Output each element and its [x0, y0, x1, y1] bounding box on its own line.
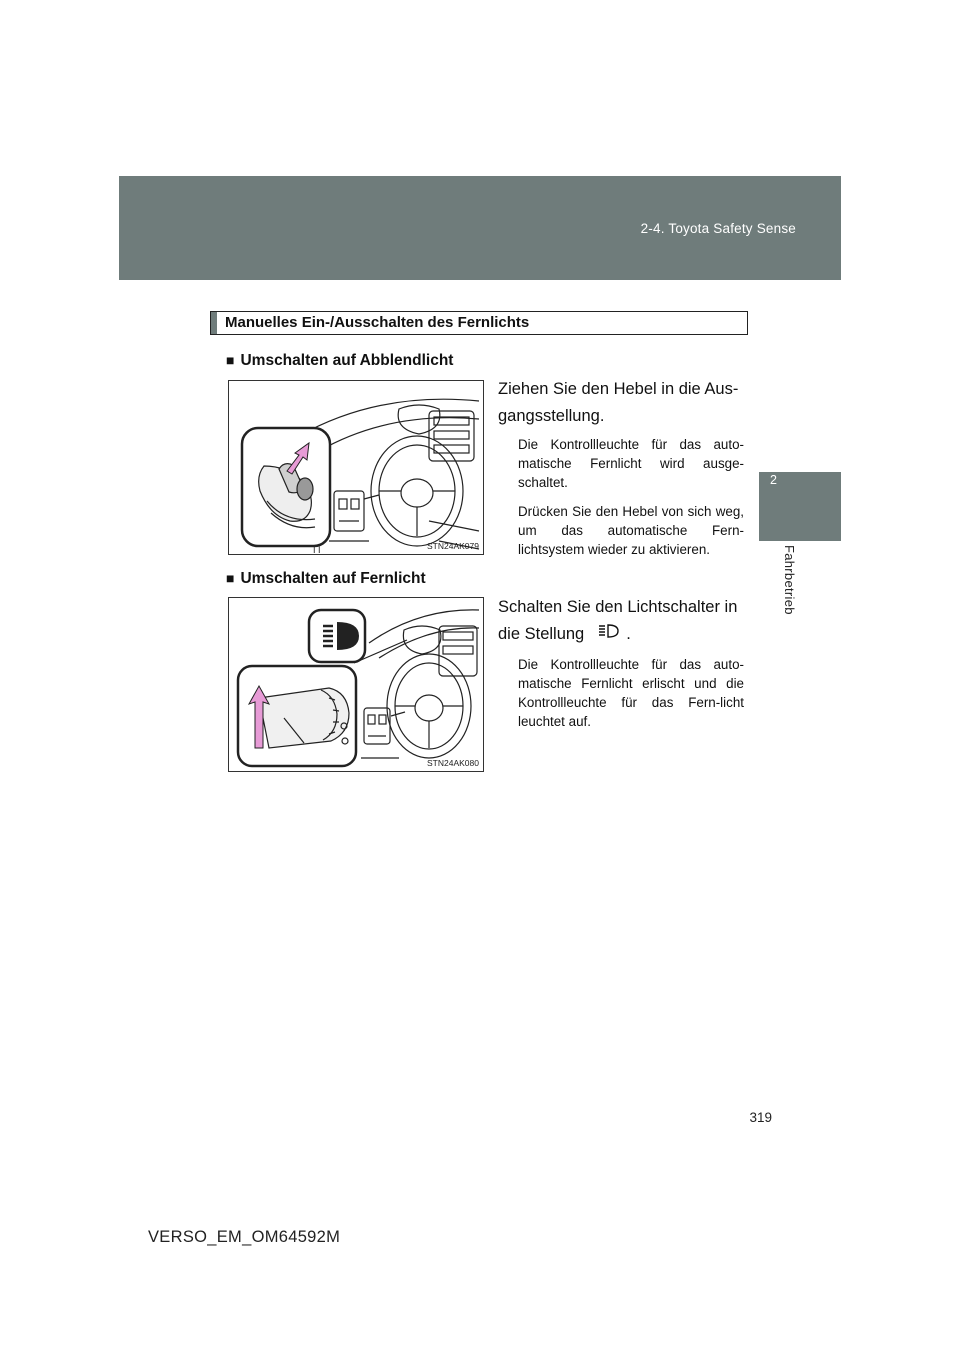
subheading-high-beam-text: Umschalten auf Fernlicht — [240, 570, 426, 587]
section-title: Manuelles Ein-/Ausschalten des Fernlichts — [225, 314, 530, 331]
note-low-beam-2: Drücken Sie den Hebel von sich weg, um das automatische Fern-lichtsystem wieder zu aktivieren. — [518, 504, 744, 557]
subheading-low-beam-text: Umschalten auf Abblendlicht — [240, 352, 454, 369]
page-number: 319 — [749, 1110, 772, 1125]
headlight-icon — [598, 621, 620, 648]
document-code: VERSO_EM_OM64592M — [148, 1228, 341, 1246]
figure-code: STN24AK079 — [427, 541, 479, 551]
instruction-high-beam — [498, 594, 748, 648]
subheading-low-beam — [226, 352, 453, 370]
chapter-label: Fahrbetrieb — [782, 545, 797, 615]
instruction-high-beam-period: . — [626, 625, 631, 643]
figure-code: STN24AK080 — [427, 758, 479, 768]
figure-lever-pull — [228, 380, 484, 555]
illustration-light-switch — [229, 598, 484, 772]
note-high-beam-1: Die Kontrollleuchte für das auto-matische Fernlicht erlischt und die Kontrollleuchte für das Fern-licht leuchtet auf. — [518, 657, 744, 729]
illustration-lever-pull — [229, 381, 484, 555]
section-title-bar — [211, 312, 217, 334]
chapter-number: 2 — [770, 473, 777, 487]
figure-light-switch — [228, 597, 484, 772]
square-bullet-icon: ■ — [226, 570, 235, 586]
subheading-high-beam — [226, 570, 426, 588]
svg-text:I I: I I — [313, 545, 321, 555]
header-section-title: 2-4. Toyota Safety Sense — [640, 221, 796, 236]
note-low-beam-1: Die Kontrollleuchte für das auto-matische Fernlicht wird ausge-schaltet. — [518, 437, 744, 490]
instruction-high-beam-text: Schalten Sie den Lichtschalter in die Stellung — [498, 598, 738, 643]
square-bullet-icon: ■ — [226, 352, 235, 368]
instruction-low-beam: Ziehen Sie den Hebel in die Aus-gangsstellung. — [498, 380, 739, 425]
